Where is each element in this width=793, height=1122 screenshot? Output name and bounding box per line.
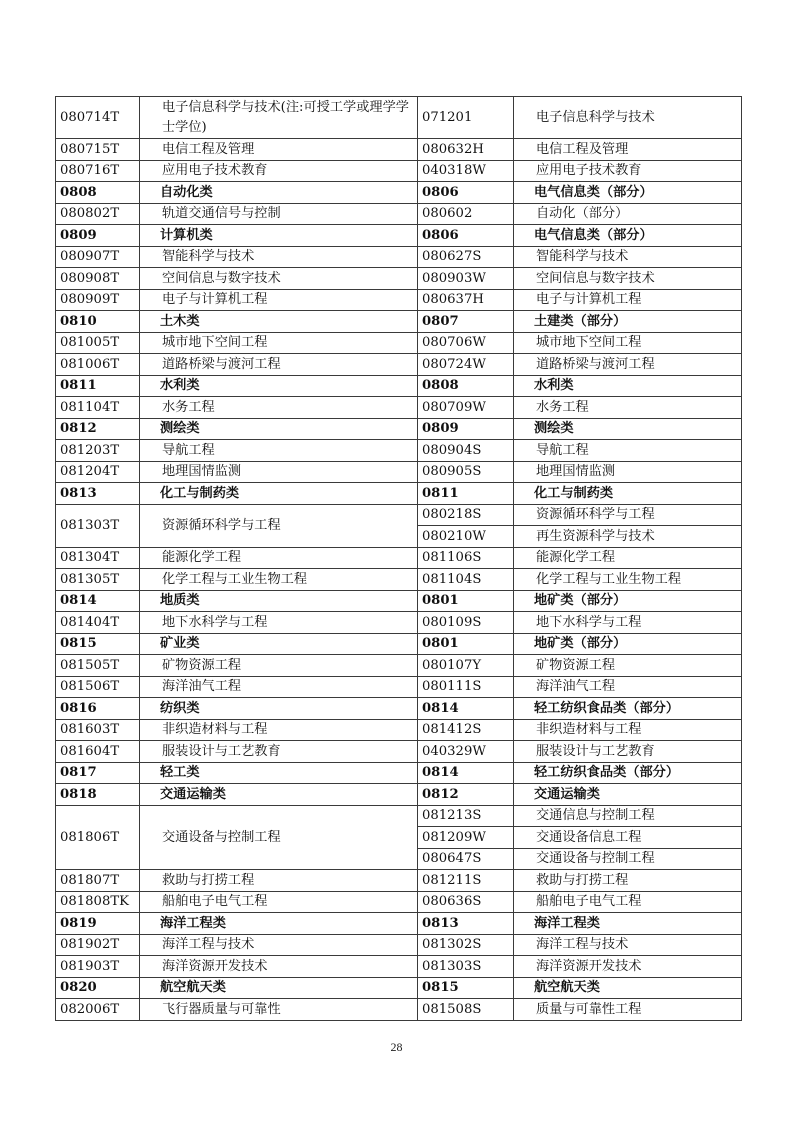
- new-name-cell: 应用电子技术教育: [140, 160, 418, 182]
- new-code-cell: 081204T: [56, 461, 140, 483]
- new-code-cell: 081005T: [56, 332, 140, 354]
- new-name-cell: 轨道交通信号与控制: [140, 203, 418, 225]
- old-code-cell: 0806: [418, 182, 514, 204]
- new-name-cell: 电子与计算机工程: [140, 289, 418, 311]
- new-name-cell: 交通运输类: [140, 784, 418, 806]
- new-name-cell: 电信工程及管理: [140, 139, 418, 161]
- new-code-cell: 081505T: [56, 655, 140, 677]
- new-code-cell: 0812: [56, 418, 140, 440]
- old-code-cell: 081302S: [418, 934, 514, 956]
- old-code-cell: 0815: [418, 977, 514, 999]
- old-code-cell: 081211S: [418, 870, 514, 892]
- old-code-cell: 0811: [418, 483, 514, 505]
- new-code-cell: 0815: [56, 633, 140, 655]
- new-code-cell: 081506T: [56, 676, 140, 698]
- new-name-cell: 能源化学工程: [140, 547, 418, 569]
- old-code-cell: 080107Y: [418, 655, 514, 677]
- old-name-cell: 地理国情监测: [514, 461, 742, 483]
- category-row: [56, 590, 742, 612]
- new-name-cell: 纺织类: [140, 698, 418, 720]
- category-row: [56, 311, 742, 333]
- table-row: [56, 332, 742, 354]
- old-code-cell: 040329W: [418, 741, 514, 763]
- old-code-cell: 081104S: [418, 569, 514, 591]
- new-name-cell: 化工与制药类: [140, 483, 418, 505]
- old-name-cell: 智能科学与技术: [514, 246, 742, 268]
- new-name-cell: [140, 97, 418, 139]
- new-code-cell: 0817: [56, 762, 140, 784]
- new-code-cell: 0813: [56, 483, 140, 505]
- new-name-cell: 矿物资源工程: [140, 655, 418, 677]
- new-name-cell: 城市地下空间工程: [140, 332, 418, 354]
- old-name-cell: 交通设备与控制工程: [514, 848, 742, 870]
- old-code-cell: 080904S: [418, 440, 514, 462]
- new-code-cell: 0816: [56, 698, 140, 720]
- new-code-cell: 080909T: [56, 289, 140, 311]
- new-code-cell: 081404T: [56, 612, 140, 634]
- old-name-cell: 海洋工程类: [514, 913, 742, 935]
- old-name-cell: 水务工程: [514, 397, 742, 419]
- old-name-cell: 城市地下空间工程: [514, 332, 742, 354]
- old-code-cell: 081508S: [418, 999, 514, 1021]
- table-row: [56, 504, 742, 526]
- new-name-cell: 海洋工程与技术: [140, 934, 418, 956]
- old-name-cell: 道路桥梁与渡河工程: [514, 354, 742, 376]
- old-name-cell: 空间信息与数字技术: [514, 268, 742, 290]
- new-name-cell: 矿业类: [140, 633, 418, 655]
- new-name-cell: 船舶电子电气工程: [140, 891, 418, 913]
- new-name-cell: 航空航天类: [140, 977, 418, 999]
- old-name-cell: 化学工程与工业生物工程: [514, 569, 742, 591]
- new-code-cell: 0814: [56, 590, 140, 612]
- table-row: [56, 891, 742, 913]
- new-name-cell: 海洋油气工程: [140, 676, 418, 698]
- new-name-cell: 地下水科学与工程: [140, 612, 418, 634]
- old-name-cell: 自动化（部分）: [514, 203, 742, 225]
- table-row: [56, 956, 742, 978]
- table-row: [56, 676, 742, 698]
- page-number: 28: [390, 1040, 403, 1054]
- old-name-cell: 电气信息类（部分）: [514, 182, 742, 204]
- old-name-cell: 航空航天类: [514, 977, 742, 999]
- new-name-text: 电子信息科学与技术(注:可授工学或理学学士学位): [162, 99, 409, 135]
- new-name-cell: 海洋工程类: [140, 913, 418, 935]
- old-code-cell: 080210W: [418, 526, 514, 548]
- old-name-cell: 导航工程: [514, 440, 742, 462]
- old-name-cell: 应用电子技术教育: [514, 160, 742, 182]
- old-code-cell: 040318W: [418, 160, 514, 182]
- new-code-cell: 0811: [56, 375, 140, 397]
- old-code-cell: 080724W: [418, 354, 514, 376]
- new-code-cell: 0809: [56, 225, 140, 247]
- old-code-cell: 071201: [418, 97, 514, 139]
- category-row: [56, 483, 742, 505]
- old-code-cell: 080637H: [418, 289, 514, 311]
- table-row: [56, 203, 742, 225]
- old-code-cell: 080627S: [418, 246, 514, 268]
- old-code-cell: 0813: [418, 913, 514, 935]
- new-name-cell: 非织造材料与工程: [140, 719, 418, 741]
- new-code-cell: 080907T: [56, 246, 140, 268]
- table-row: [56, 719, 742, 741]
- table-row: [56, 934, 742, 956]
- old-name-cell: 海洋油气工程: [514, 676, 742, 698]
- category-row: [56, 913, 742, 935]
- new-name-cell: 海洋资源开发技术: [140, 956, 418, 978]
- new-name-cell: 资源循环科学与工程: [140, 504, 418, 547]
- new-code-cell: 081807T: [56, 870, 140, 892]
- table-row: [56, 999, 742, 1021]
- old-code-cell: 080602: [418, 203, 514, 225]
- old-name-cell: 服装设计与工艺教育: [514, 741, 742, 763]
- old-name-cell: 水利类: [514, 375, 742, 397]
- old-name-cell: 海洋工程与技术: [514, 934, 742, 956]
- new-code-cell: 081603T: [56, 719, 140, 741]
- new-name-cell: 化学工程与工业生物工程: [140, 569, 418, 591]
- old-name-cell: 救助与打捞工程: [514, 870, 742, 892]
- new-code-cell: 081104T: [56, 397, 140, 419]
- new-code-cell: 0818: [56, 784, 140, 806]
- category-row: [56, 375, 742, 397]
- old-code-cell: 081106S: [418, 547, 514, 569]
- table-row: [56, 440, 742, 462]
- table-row: [56, 461, 742, 483]
- old-code-cell: 080647S: [418, 848, 514, 870]
- old-name-cell: 电子与计算机工程: [514, 289, 742, 311]
- old-name-cell: 交通信息与控制工程: [514, 805, 742, 827]
- table-row: [56, 97, 742, 139]
- old-code-cell: 0814: [418, 698, 514, 720]
- old-code-cell: 081412S: [418, 719, 514, 741]
- old-name-cell: 交通运输类: [514, 784, 742, 806]
- old-code-cell: 080709W: [418, 397, 514, 419]
- old-code-cell: 0808: [418, 375, 514, 397]
- old-name-cell: 再生资源科学与技术: [514, 526, 742, 548]
- table-row: [56, 268, 742, 290]
- old-name-cell: 能源化学工程: [514, 547, 742, 569]
- new-name-cell: 测绘类: [140, 418, 418, 440]
- old-code-cell: 0807: [418, 311, 514, 333]
- table-row: [56, 397, 742, 419]
- old-code-cell: 080706W: [418, 332, 514, 354]
- new-name-cell: 飞行器质量与可靠性: [140, 999, 418, 1021]
- table-row: [56, 354, 742, 376]
- new-code-cell: 0808: [56, 182, 140, 204]
- table-row: [56, 805, 742, 827]
- old-code-cell: 080905S: [418, 461, 514, 483]
- new-name-cell: 自动化类: [140, 182, 418, 204]
- old-name-cell: 质量与可靠性工程: [514, 999, 742, 1021]
- new-code-cell: 0820: [56, 977, 140, 999]
- table-row: [56, 289, 742, 311]
- new-name-cell: 水务工程: [140, 397, 418, 419]
- category-row: [56, 633, 742, 655]
- major-comparison-table: [55, 96, 742, 1021]
- old-code-cell: 081213S: [418, 805, 514, 827]
- old-code-cell: 0814: [418, 762, 514, 784]
- new-name-cell: 救助与打捞工程: [140, 870, 418, 892]
- new-code-cell: 081902T: [56, 934, 140, 956]
- new-code-cell: 080908T: [56, 268, 140, 290]
- old-name-cell: 海洋资源开发技术: [514, 956, 742, 978]
- new-code-cell: 081806T: [56, 805, 140, 870]
- old-name-cell: 轻工纺织食品类（部分）: [514, 698, 742, 720]
- table-row: [56, 139, 742, 161]
- table-row: [56, 160, 742, 182]
- new-code-cell: 081305T: [56, 569, 140, 591]
- old-name-cell: 轻工纺织食品类（部分）: [514, 762, 742, 784]
- old-name-cell: 电子信息科学与技术: [514, 97, 742, 139]
- new-code-cell: 080716T: [56, 160, 140, 182]
- old-name-cell: 船舶电子电气工程: [514, 891, 742, 913]
- table-row: [56, 870, 742, 892]
- table-row: [56, 655, 742, 677]
- old-name-cell: 测绘类: [514, 418, 742, 440]
- old-code-cell: 0806: [418, 225, 514, 247]
- category-row: [56, 418, 742, 440]
- old-name-cell: 地矿类（部分）: [514, 633, 742, 655]
- old-code-cell: 080111S: [418, 676, 514, 698]
- new-code-cell: 081604T: [56, 741, 140, 763]
- new-name-cell: 土木类: [140, 311, 418, 333]
- category-row: [56, 698, 742, 720]
- new-name-cell: 地质类: [140, 590, 418, 612]
- new-code-cell: 081203T: [56, 440, 140, 462]
- new-name-cell: 导航工程: [140, 440, 418, 462]
- new-code-cell: 080715T: [56, 139, 140, 161]
- category-row: [56, 784, 742, 806]
- new-name-cell: 地理国情监测: [140, 461, 418, 483]
- old-name-cell: 电气信息类（部分）: [514, 225, 742, 247]
- old-code-cell: 080632H: [418, 139, 514, 161]
- old-name-cell: 矿物资源工程: [514, 655, 742, 677]
- new-code-cell: 080802T: [56, 203, 140, 225]
- new-name-cell: 计算机类: [140, 225, 418, 247]
- old-code-cell: 080109S: [418, 612, 514, 634]
- old-code-cell: 080636S: [418, 891, 514, 913]
- new-code-cell: 080714T: [56, 97, 140, 139]
- old-name-cell: 地矿类（部分）: [514, 590, 742, 612]
- new-code-cell: 081808TK: [56, 891, 140, 913]
- old-code-cell: 080903W: [418, 268, 514, 290]
- new-code-cell: 0810: [56, 311, 140, 333]
- new-code-cell: 0819: [56, 913, 140, 935]
- old-name-cell: 化工与制药类: [514, 483, 742, 505]
- new-code-cell: 081304T: [56, 547, 140, 569]
- category-row: [56, 182, 742, 204]
- old-code-cell: 0801: [418, 590, 514, 612]
- category-row: [56, 762, 742, 784]
- new-name-cell: 交通设备与控制工程: [140, 805, 418, 870]
- new-code-cell: 081903T: [56, 956, 140, 978]
- table-row: [56, 569, 742, 591]
- old-code-cell: 0812: [418, 784, 514, 806]
- new-name-cell: 水利类: [140, 375, 418, 397]
- new-name-cell: 轻工类: [140, 762, 418, 784]
- new-name-cell: 道路桥梁与渡河工程: [140, 354, 418, 376]
- old-code-cell: 0801: [418, 633, 514, 655]
- new-code-cell: 082006T: [56, 999, 140, 1021]
- table-row: [56, 741, 742, 763]
- new-name-cell: 空间信息与数字技术: [140, 268, 418, 290]
- category-row: [56, 225, 742, 247]
- new-name-cell: 服装设计与工艺教育: [140, 741, 418, 763]
- old-code-cell: 0809: [418, 418, 514, 440]
- table-row: [56, 547, 742, 569]
- new-name-cell: 智能科学与技术: [140, 246, 418, 268]
- old-name-cell: 电信工程及管理: [514, 139, 742, 161]
- old-name-cell: 非织造材料与工程: [514, 719, 742, 741]
- old-code-cell: 081209W: [418, 827, 514, 849]
- old-name-cell: 地下水科学与工程: [514, 612, 742, 634]
- new-code-cell: 081006T: [56, 354, 140, 376]
- old-name-cell: 资源循环科学与工程: [514, 504, 742, 526]
- old-name-cell: 土建类（部分）: [514, 311, 742, 333]
- table-row: [56, 246, 742, 268]
- new-code-cell: 081303T: [56, 504, 140, 547]
- old-code-cell: 081303S: [418, 956, 514, 978]
- table-row: [56, 612, 742, 634]
- old-name-cell: 交通设备信息工程: [514, 827, 742, 849]
- old-code-cell: 080218S: [418, 504, 514, 526]
- category-row: [56, 977, 742, 999]
